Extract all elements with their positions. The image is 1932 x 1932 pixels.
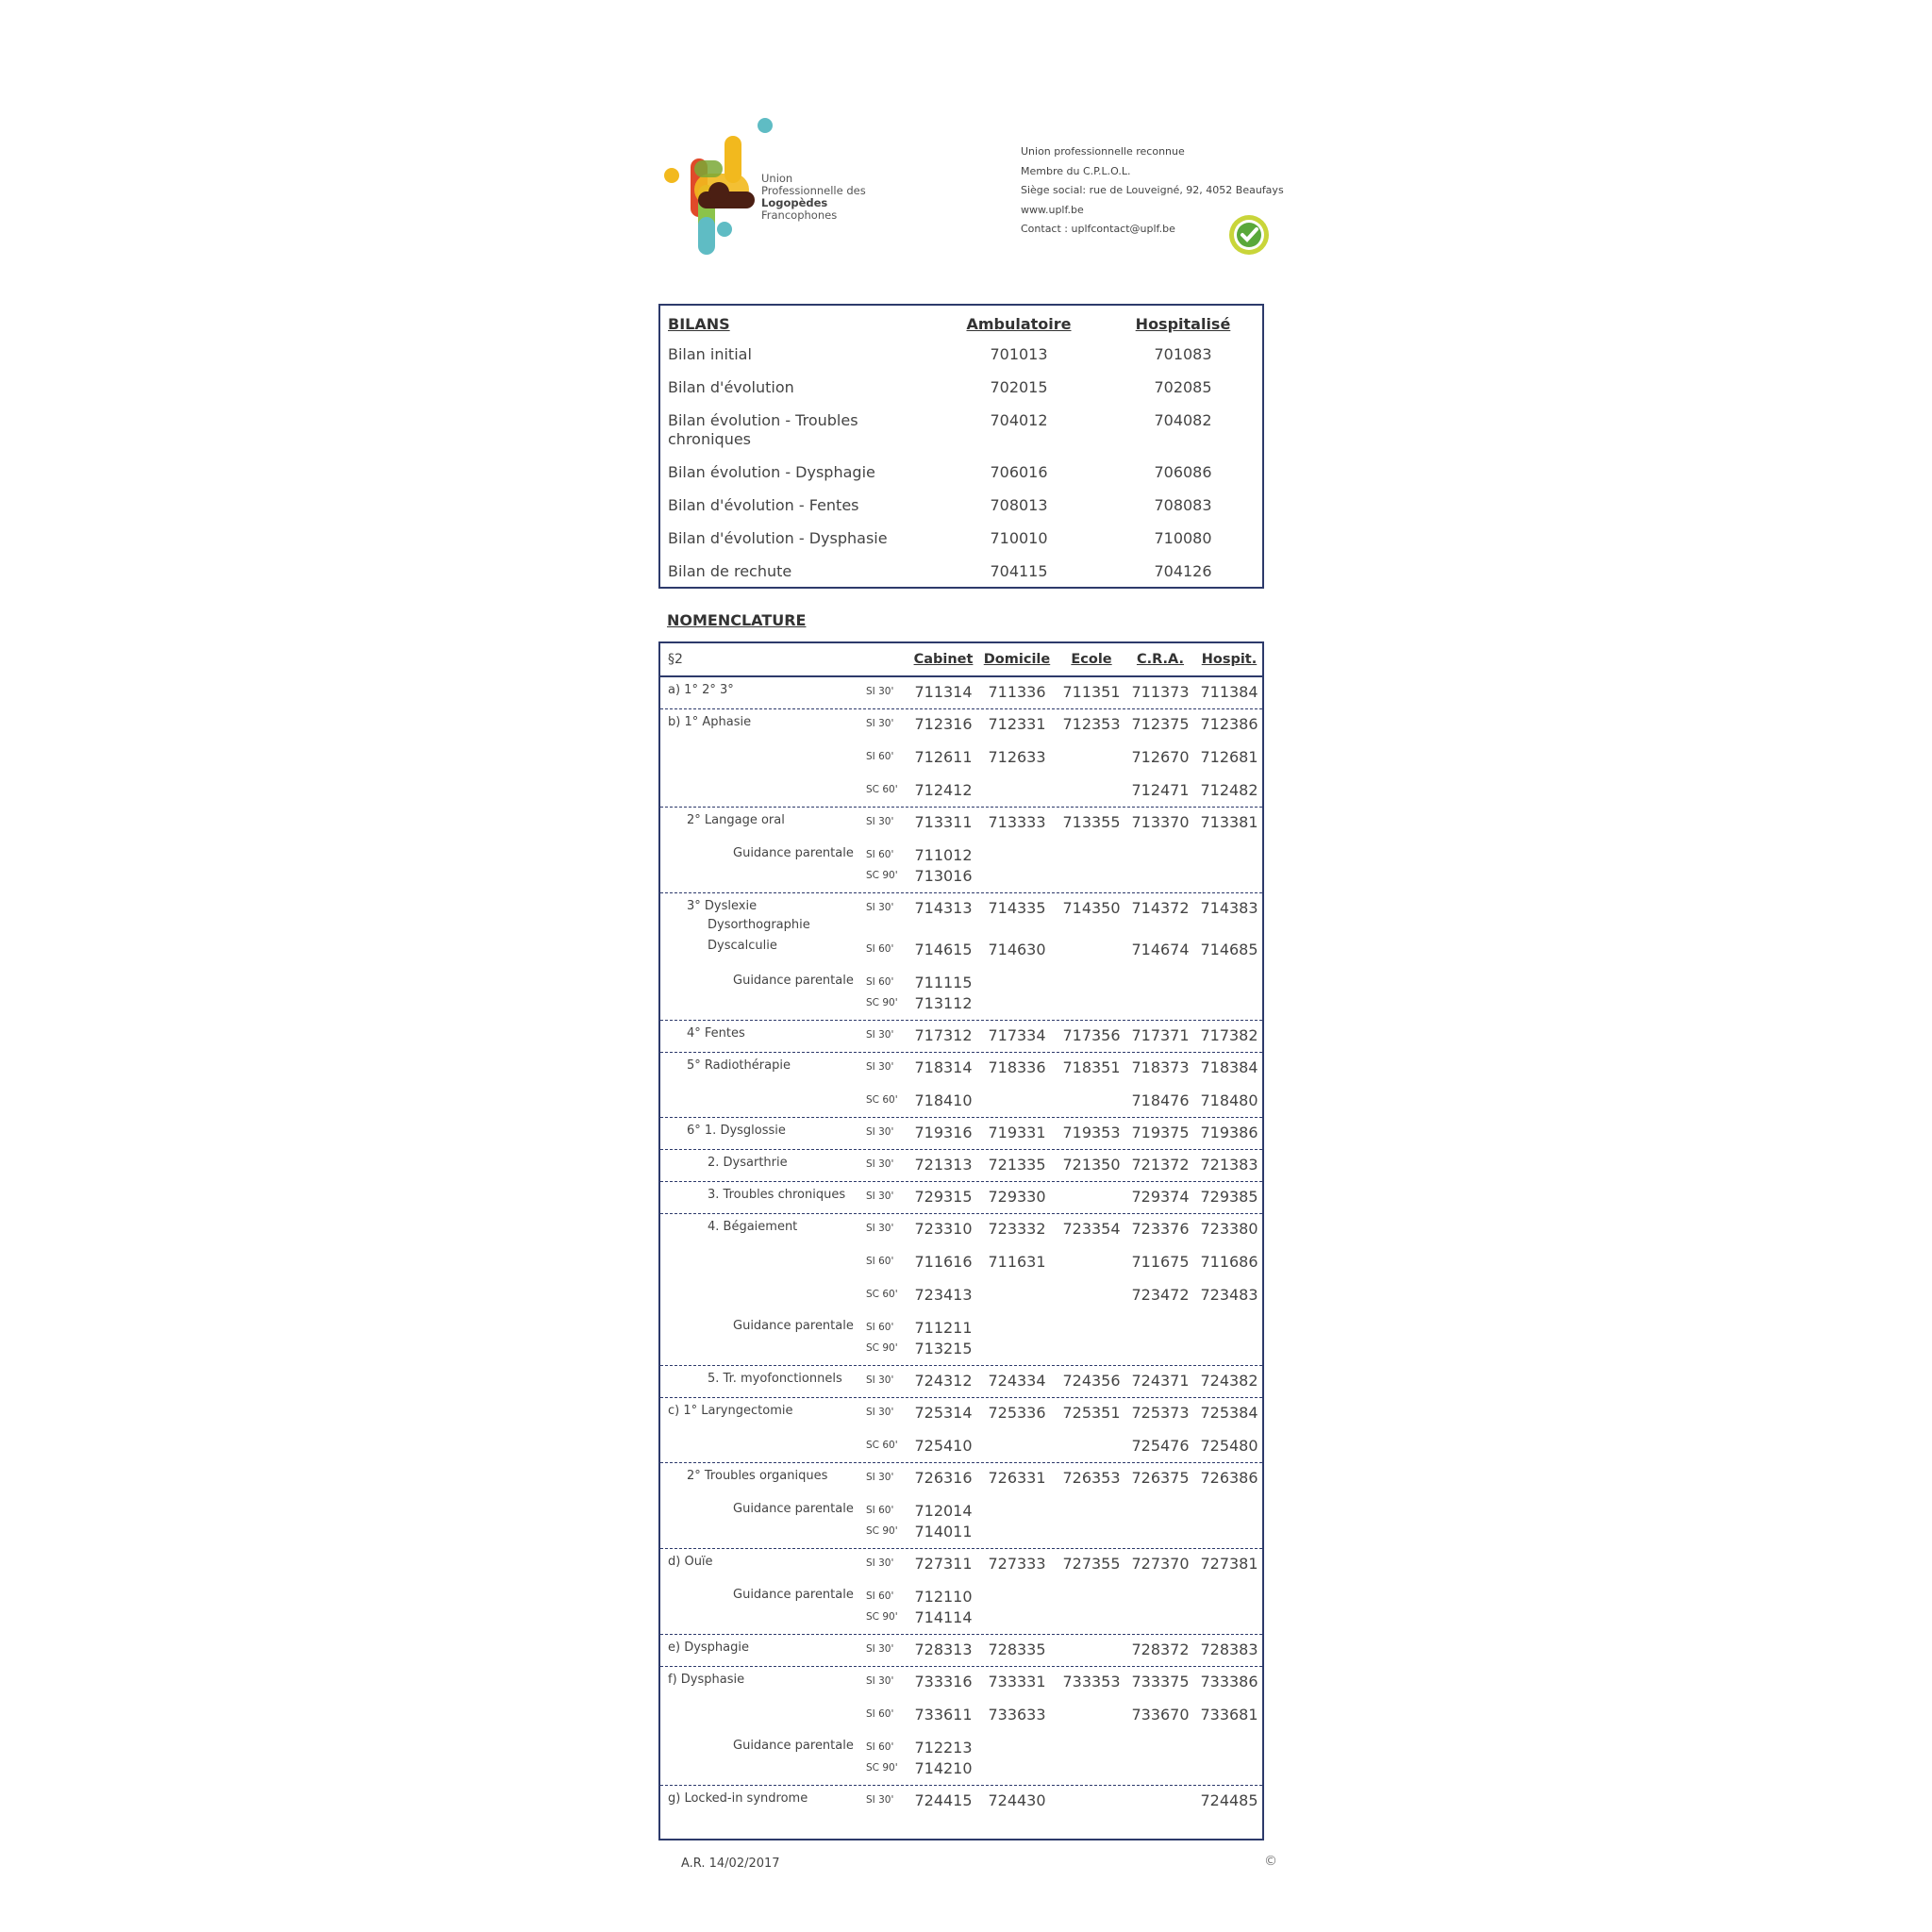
code-cabinet: 726316 [914,1469,973,1487]
code-ecole: 724356 [1062,1372,1121,1390]
table-row [660,1253,1262,1274]
code-cabinet: 721313 [914,1156,973,1174]
session-type: SC 60' [866,784,898,795]
session-type: SI 30' [866,816,894,827]
session-type: SI 30' [866,686,894,697]
table-row [660,899,1262,920]
session-type: SC 60' [866,1289,898,1300]
code-domicile: 711336 [988,683,1046,701]
session-type: SI 30' [866,1794,894,1806]
bilans-table [658,304,1264,589]
code-hospitalise: 710080 [1154,529,1212,547]
code-cra: 721372 [1131,1156,1190,1174]
table-row [660,1058,1262,1079]
table-row [660,1188,1262,1208]
code-cra: 713370 [1131,813,1190,831]
code-ecole: 727355 [1062,1555,1121,1573]
table-row [660,1739,1262,1759]
code-domicile: 733331 [988,1673,1046,1690]
code-cabinet: 719316 [914,1124,973,1141]
row-label: Dyscalculie [708,939,777,953]
code-cabinet: 713215 [914,1340,973,1357]
table-row [660,974,1262,994]
code-hospitalise: 704082 [1154,411,1212,429]
code-ambulatoire: 710010 [990,529,1048,547]
code-hospitalise: 708083 [1154,496,1212,514]
code-hospit: 712681 [1200,748,1258,766]
session-type: SI 30' [866,1223,894,1234]
row-label: d) Ouïe [668,1555,713,1569]
code-domicile: 725336 [988,1404,1046,1422]
row-label: Guidance parentale [733,1502,854,1516]
bilan-label: Bilan évolution - Dysphagie [668,463,875,481]
code-domicile: 712331 [988,715,1046,733]
code-ecole: 712353 [1062,715,1121,733]
code-cra: 728372 [1131,1641,1190,1658]
code-hospit: 724485 [1200,1791,1258,1809]
table-row [660,1319,1262,1340]
org-contact-email[interactable]: Contact : uplfcontact@uplf.be [1021,223,1175,235]
session-type: SI 60' [866,1741,894,1753]
table-row [660,1404,1262,1424]
table-row [660,1523,1262,1543]
code-cra: 718476 [1131,1091,1190,1109]
table-row [660,1791,1262,1812]
code-cabinet: 724415 [914,1791,973,1809]
code-cabinet: 712611 [914,748,973,766]
nomenclature-group [660,1366,1262,1398]
session-type: SC 90' [866,1611,898,1623]
org-address: Siège social: rue de Louveigné, 92, 4052 Beaufays [1021,184,1284,196]
code-cra: 723376 [1131,1220,1190,1238]
code-hospit: 723380 [1200,1220,1258,1238]
org-membership: Membre du C.P.L.O.L. [1021,164,1131,177]
row-label: e) Dysphagie [668,1641,749,1655]
session-type: SI 60' [866,849,894,860]
code-hospit: 724382 [1200,1372,1258,1390]
code-hospit: 712482 [1200,781,1258,799]
code-ecole: 719353 [1062,1124,1121,1141]
code-hospit: 721383 [1200,1156,1258,1174]
bilan-label: Bilan initial [668,345,752,363]
nomenclature-group [660,1635,1262,1667]
code-hospit: 726386 [1200,1469,1258,1487]
row-label: 2° Langage oral [687,813,785,827]
code-cabinet: 714313 [914,899,973,917]
code-ecole: 725351 [1062,1404,1121,1422]
session-type: SI 30' [866,1126,894,1138]
nomenclature-group [660,709,1262,808]
code-ambulatoire: 708013 [990,496,1048,514]
session-type: SI 60' [866,976,894,988]
row-label: Guidance parentale [733,1739,854,1753]
row-label: 5. Tr. myofonctionnels [708,1372,842,1386]
table-row [660,683,1262,704]
table-row [660,920,1262,941]
code-cabinet: 717312 [914,1026,973,1044]
code-hospitalise: 702085 [1154,378,1212,396]
bilan-label: Bilan d'évolution [668,378,794,396]
nomenclature-group [660,677,1262,709]
nomenclature-group [660,1463,1262,1549]
column-header-cabinet: Cabinet [913,652,974,667]
session-type: SI 60' [866,943,894,955]
code-hospit: 728383 [1200,1641,1258,1658]
logo-text-line: Logopèdes [761,196,828,209]
table-row [660,1469,1262,1490]
code-domicile: 728335 [988,1641,1046,1658]
code-hospit: 717382 [1200,1026,1258,1044]
table-row [660,1026,1262,1047]
code-domicile: 724430 [988,1791,1046,1809]
code-cra: 718373 [1131,1058,1190,1076]
code-cabinet: 714210 [914,1759,973,1777]
code-hospit: 714383 [1200,899,1258,917]
row-label: 3° Dyslexie [687,899,758,913]
session-type: SI 30' [866,1643,894,1655]
certification-badge-icon [1227,213,1271,257]
session-type: SI 30' [866,1191,894,1202]
code-domicile: 727333 [988,1555,1046,1573]
session-type: SI 30' [866,1158,894,1170]
row-label: a) 1° 2° 3° [668,683,734,697]
nomenclature-table [658,641,1264,1840]
code-domicile: 721335 [988,1156,1046,1174]
nomenclature-group [660,893,1262,1021]
row-label: 3. Troubles chroniques [708,1188,846,1202]
code-cabinet: 727311 [914,1555,973,1573]
code-domicile: 711631 [988,1253,1046,1271]
logo-text-line: Union [761,172,793,185]
column-header-cra: C.R.A. [1136,652,1185,667]
session-type: SI 30' [866,1557,894,1569]
table-row [660,1156,1262,1176]
row-label: Guidance parentale [733,974,854,988]
session-type: SI 30' [866,1029,894,1041]
code-cra: 723472 [1131,1286,1190,1304]
code-domicile: 723332 [988,1220,1046,1238]
code-cabinet: 714114 [914,1608,973,1626]
row-label: 4° Fentes [687,1026,745,1041]
code-cra: 729374 [1131,1188,1190,1206]
table-row [660,1759,1262,1780]
code-hospit: 723483 [1200,1286,1258,1304]
code-ecole: 711351 [1062,683,1121,701]
table-row [660,1673,1262,1693]
code-cra: 717371 [1131,1026,1190,1044]
row-label: b) 1° Aphasie [668,715,752,729]
code-ecole: 718351 [1062,1058,1121,1076]
session-type: SC 60' [866,1440,898,1451]
code-cabinet: 712213 [914,1739,973,1757]
code-cra: 733375 [1131,1673,1190,1690]
row-label: g) Locked-in syndrome [668,1791,808,1806]
table-row [660,1588,1262,1608]
section-label: §2 [668,652,683,667]
code-ecole: 721350 [1062,1156,1121,1174]
table-row [660,1340,1262,1360]
code-hospit: 711686 [1200,1253,1258,1271]
column-header-domicile: Domicile [983,652,1051,667]
code-cra: 712670 [1131,748,1190,766]
bilan-label: Bilan d'évolution - Dysphasie [668,529,888,547]
row-label: 2. Dysarthrie [708,1156,788,1170]
table-row [660,994,1262,1015]
org-status: Union professionnelle reconnue [1021,145,1185,158]
nomenclature-group [660,1398,1262,1463]
session-type: SC 60' [866,1094,898,1106]
code-ecole: 723354 [1062,1220,1121,1238]
logo-text-line: Francophones [761,208,838,222]
code-hospitalise: 706086 [1154,463,1212,481]
code-hospitalise: 704126 [1154,562,1212,580]
table-row [660,748,1262,769]
session-type: SI 30' [866,1061,894,1073]
nomenclature-group [660,1549,1262,1635]
nomenclature-group [660,1021,1262,1053]
session-type: SI 30' [866,1407,894,1418]
session-type: SC 90' [866,1342,898,1354]
session-type: SC 90' [866,870,898,881]
table-row [660,1706,1262,1726]
code-cra: 727370 [1131,1555,1190,1573]
table-row [660,1091,1262,1112]
code-cabinet: 711211 [914,1319,973,1337]
column-header-ambulatoire: Ambulatoire [966,315,1072,333]
code-ecole: 717356 [1062,1026,1121,1044]
code-cabinet: 723413 [914,1286,973,1304]
nomenclature-group [660,1118,1262,1150]
code-ecole: 726353 [1062,1469,1121,1487]
code-ecole: 733353 [1062,1673,1121,1690]
code-cabinet: 725314 [914,1404,973,1422]
code-cra: 725373 [1131,1404,1190,1422]
code-ambulatoire: 701013 [990,345,1048,363]
code-cabinet: 718410 [914,1091,973,1109]
code-domicile: 726331 [988,1469,1046,1487]
table-row [660,1608,1262,1629]
table-row [660,1502,1262,1523]
code-domicile: 733633 [988,1706,1046,1724]
table-row [660,867,1262,888]
session-type: SI 60' [866,751,894,762]
row-label: Guidance parentale [733,846,854,860]
nomenclature-group [660,1182,1262,1214]
code-cra: 711373 [1131,683,1190,701]
session-type: SI 60' [866,1322,894,1333]
code-ambulatoire: 704115 [990,562,1048,580]
code-hospit: 713381 [1200,813,1258,831]
code-hospit: 718384 [1200,1058,1258,1076]
nomenclature-header-row [660,643,1262,677]
code-cra: 725476 [1131,1437,1190,1455]
code-cabinet: 714615 [914,941,973,958]
code-domicile: 712633 [988,748,1046,766]
row-label: 2° Troubles organiques [687,1469,828,1483]
session-type: SI 30' [866,718,894,729]
logo-text-line: Professionnelle des [761,184,866,197]
nomenclature-group [660,1150,1262,1182]
code-ambulatoire: 704012 [990,411,1048,429]
session-type: SI 60' [866,1505,894,1516]
session-type: SI 60' [866,1708,894,1720]
code-cabinet: 718314 [914,1058,973,1076]
code-cabinet: 712412 [914,781,973,799]
code-hospit: 725384 [1200,1404,1258,1422]
code-cra: 712375 [1131,715,1190,733]
table-row [660,781,1262,802]
row-label: Guidance parentale [733,1588,854,1602]
bilan-label: Bilan de rechute [668,562,792,580]
code-domicile: 717334 [988,1026,1046,1044]
code-cabinet: 728313 [914,1641,973,1658]
table-row [660,1641,1262,1661]
row-label: Guidance parentale [733,1319,854,1333]
code-cabinet: 711012 [914,846,973,864]
code-hospit: 733681 [1200,1706,1258,1724]
session-type: SI 60' [866,1591,894,1602]
code-cra: 724371 [1131,1372,1190,1390]
table-row [660,1124,1262,1144]
code-domicile: 729330 [988,1188,1046,1206]
code-cabinet: 712316 [914,715,973,733]
column-header-ecole: Ecole [1071,652,1112,667]
code-cabinet: 723310 [914,1220,973,1238]
copyright-mark: © [1264,1854,1277,1869]
code-cra: 726375 [1131,1469,1190,1487]
session-type: SC 90' [866,997,898,1008]
session-type: SC 90' [866,1525,898,1537]
code-cra: 733670 [1131,1706,1190,1724]
code-hospitalise: 701083 [1154,345,1212,363]
table-row [660,1437,1262,1457]
code-cabinet: 713016 [914,867,973,885]
row-label: f) Dysphasie [668,1673,745,1687]
table-row [660,1372,1262,1392]
code-domicile: 714630 [988,941,1046,958]
code-cabinet: 729315 [914,1188,973,1206]
code-cabinet: 725410 [914,1437,973,1455]
code-domicile: 718336 [988,1058,1046,1076]
code-hospit: 712386 [1200,715,1258,733]
footer-reference: A.R. 14/02/2017 [681,1857,780,1871]
code-ambulatoire: 702015 [990,378,1048,396]
code-cabinet: 711314 [914,683,973,701]
session-type: SC 90' [866,1762,898,1774]
code-hospit: 719386 [1200,1124,1258,1141]
code-cabinet: 713311 [914,813,973,831]
code-cabinet: 712014 [914,1502,973,1520]
row-label: c) 1° Laryngectomie [668,1404,793,1418]
code-cabinet: 714011 [914,1523,973,1541]
bilan-label: Bilan évolution - Troubles chroniques [668,411,858,448]
session-type: SI 60' [866,1256,894,1267]
session-type: SI 30' [866,1675,894,1687]
code-ecole: 713355 [1062,813,1121,831]
code-cra: 719375 [1131,1124,1190,1141]
session-type: SI 30' [866,1472,894,1483]
nomenclature-group [660,1786,1262,1818]
code-cra: 711675 [1131,1253,1190,1271]
nomenclature-group [660,1214,1262,1366]
code-cabinet: 733611 [914,1706,973,1724]
code-domicile: 714335 [988,899,1046,917]
nomenclature-group [660,1667,1262,1786]
nomenclature-group [660,1053,1262,1118]
bilan-label: Bilan d'évolution - Fentes [668,496,859,514]
table-row [660,715,1262,736]
code-cra: 714674 [1131,941,1190,958]
code-hospit: 718480 [1200,1091,1258,1109]
bilans-heading: BILANS [668,315,730,333]
code-cra: 712471 [1131,781,1190,799]
code-cabinet: 713112 [914,994,973,1012]
table-row [660,813,1262,834]
code-domicile: 724334 [988,1372,1046,1390]
code-cabinet: 724312 [914,1372,973,1390]
column-header-hospitalise: Hospitalisé [1135,315,1231,333]
row-label: 6° 1. Dysglossie [687,1124,786,1138]
table-row [660,1286,1262,1307]
code-hospit: 733386 [1200,1673,1258,1690]
code-hospit: 727381 [1200,1555,1258,1573]
code-ecole: 714350 [1062,899,1121,917]
code-hospit: 725480 [1200,1437,1258,1455]
code-cabinet: 712110 [914,1588,973,1606]
row-label: 5° Radiothérapie [687,1058,791,1073]
code-hospit: 711384 [1200,683,1258,701]
column-header-hospit: Hospit. [1201,652,1257,667]
code-hospit: 714685 [1200,941,1258,958]
session-type: SI 30' [866,1374,894,1386]
code-cabinet: 733316 [914,1673,973,1690]
logo-text [761,173,866,222]
code-cabinet: 711115 [914,974,973,991]
session-type: SI 30' [866,902,894,913]
table-row [660,941,1262,961]
code-ambulatoire: 706016 [990,463,1048,481]
org-website-link[interactable]: www.uplf.be [1021,203,1084,216]
code-domicile: 713333 [988,813,1046,831]
code-cabinet: 711616 [914,1253,973,1271]
table-row [660,1555,1262,1575]
nomenclature-heading: NOMENCLATURE [667,611,807,629]
row-label: Dysorthographie [708,918,810,932]
code-cra: 714372 [1131,899,1190,917]
table-row [660,846,1262,867]
row-label: 4. Bégaiement [708,1220,798,1234]
nomenclature-group [660,808,1262,893]
code-hospit: 729385 [1200,1188,1258,1206]
table-row [660,1220,1262,1241]
code-domicile: 719331 [988,1124,1046,1141]
